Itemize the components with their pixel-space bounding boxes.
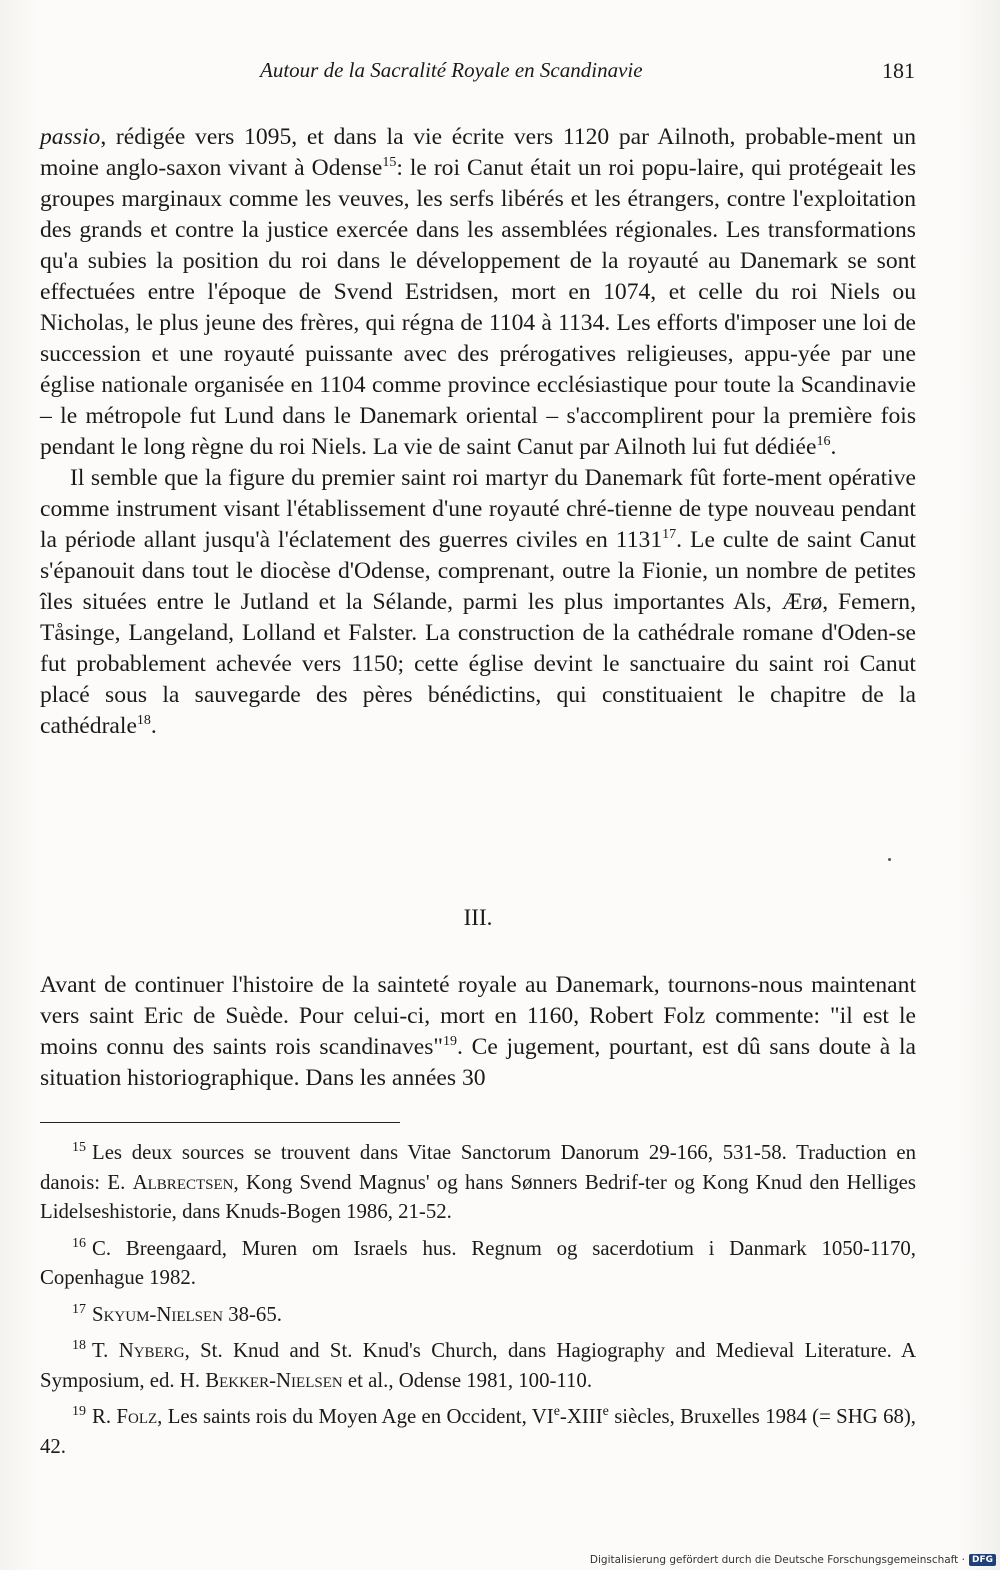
footnote-ref: 16 <box>816 434 831 450</box>
paragraph <box>40 122 916 463</box>
text-run: R. <box>92 1405 117 1428</box>
text-run: , Kong Svend Magnus' og hans Sønners Bedrif-ter og Kong Knud den Helliges Lidelseshistorie, dans Knuds-Bogen 1986, 21-52. <box>40 1170 916 1223</box>
ordinal-superscript: e <box>602 1404 609 1420</box>
scan-speck <box>888 858 891 861</box>
text-run: . Le culte de saint Canut s'épanouit dans tout le diocèse d'Odense, comprenant, outre la Fionie, un nombre de petites îles situées entre le Jutland et la Sélande, parmi les plus importantes Als, Ærø, Femern, Tåsinge, Langeland, Lolland et Falster. La construction de la cathédrale romane d'Oden-se fut probablement achevée vers 1150; cette église devint le sanctuaire du saint roi Canut placé sous la sauvegarde des pères bénédictins, qui constituaient le chapitre de la cathédrale <box>40 527 916 739</box>
text-run: Avant de continuer l'histoire de la sainteté royale au Danemark, tournons-nous maintenant vers saint Eric de Suède. Pour celui-ci, mort en 1160, Robert Folz commente: "il est le moins connu des saints rois scandinaves" <box>40 972 916 1060</box>
text-run: . Ce jugement, pourtant, est dû sans doute à la situation historiographique. Dans les années 30 <box>40 1034 917 1091</box>
page-header <box>40 58 915 90</box>
author-name: Albrectsen <box>132 1170 234 1194</box>
ordinal-superscript: e <box>553 1404 560 1420</box>
footnotes <box>40 1138 916 1468</box>
footnote-number: 18 <box>72 1338 86 1354</box>
section-heading: III. <box>463 905 493 930</box>
footnote-number: 16 <box>72 1235 86 1251</box>
text-run: Il semble que la figure du premier saint roi martyr du Danemark fût forte-ment opérative comme instrument visant l'établissement d'une royauté chré-tienne de type nouveau pendant la période allant jusqu'à l'éclatement des guerres civiles en 1131 <box>40 465 916 553</box>
digitization-credit <box>590 1554 996 1566</box>
text-run: et al., Odense 1981, 100-110. <box>342 1368 593 1392</box>
text-run: C. Breengaard, Muren om Israels hus. Regnum og sacerdotium i Danmark 1050-1170, Copenhague 1982. <box>40 1236 916 1289</box>
footnote-16 <box>40 1234 916 1293</box>
text-run: siècles, Bruxelles 1984 (= SHG 68), 42. <box>40 1405 917 1458</box>
author-name: Skyum-Nielsen <box>92 1302 224 1326</box>
footnote-ref: 17 <box>662 527 677 543</box>
section-paragraph <box>40 970 916 1094</box>
text-run: : le roi Canut était un roi popu-laire, qui protégeait les groupes marginaux comme les veuves, les serfs libérés et les étrangers, contre l'exploitation des grands et contre la justice exercée dans les assemblées régionales. Les transformations qu'a subies la position du roi dans le développement de la royauté au Danemark se sont effectuées entre l'époque de Svend Estridsen, mort en 1074, et celle du roi Niels ou Nicholas, le plus jeune des frères, qui régna de 1104 à 1134. Les efforts d'imposer une loi de succession et une royauté puissante avec des prérogatives religieuses, appu-yée par une église nationale organisée en 1104 comme province ecclésiastique pour toute la Scandinavie – le métropole fut Lund dans le Danemark oriental – s'accomplirent pour la première fois pendant le long règne du roi Niels. La vie de saint Canut par Ailnoth lui fut dédiée <box>40 155 916 460</box>
digitization-text: Digitalisierung gefördert durch die Deutsche Forschungsgemeinschaft · <box>589 1554 965 1566</box>
page-number: 181 <box>882 58 915 83</box>
text-run: T. <box>92 1339 119 1362</box>
text-run: , St. Knud and St. Knud's Church, dans Hagiography and Medieval Literature. A Symposium, ed. H. <box>40 1339 916 1392</box>
footnote-number: 15 <box>72 1140 86 1156</box>
author-name: Folz <box>116 1405 158 1428</box>
text-run: , Les saints rois du Moyen Age en Occident, VI <box>157 1405 554 1428</box>
footnote-15 <box>40 1138 916 1227</box>
running-title: Autour de la Sacralité Royale en Scandinavie <box>260 58 643 82</box>
footnote-ref: 15 <box>382 155 397 171</box>
text-run: . <box>830 434 837 460</box>
text-run: , rédigée vers 1095, et dans la vie écrite vers 1120 par Ailnoth, probable-ment un moine anglo-saxon vivant à Odense <box>40 124 916 181</box>
text-run: . <box>150 713 157 739</box>
author-name: Nyberg <box>118 1339 185 1362</box>
footnote-17 <box>40 1300 916 1330</box>
footnote-18 <box>40 1336 916 1395</box>
footnote-ref: 18 <box>136 713 151 729</box>
footnote-19 <box>40 1402 916 1461</box>
author-name: Bekker-Nielsen <box>205 1368 343 1392</box>
footnote-number: 17 <box>72 1301 86 1317</box>
main-text <box>40 122 916 742</box>
footnote-separator <box>40 1122 400 1123</box>
dfg-logo-icon: DFG <box>969 1554 996 1566</box>
paragraph <box>40 463 916 742</box>
footnote-number: 19 <box>72 1404 86 1420</box>
text-run: 38-65. <box>223 1302 282 1326</box>
italic-term: passio <box>40 124 101 150</box>
text-run: -XIII <box>559 1405 603 1428</box>
text-run: Les deux sources se trouvent dans Vitae Sanctorum Danorum 29-166, 531-58. Traduction en danois: E. <box>40 1141 916 1194</box>
footnote-ref: 19 <box>443 1034 458 1050</box>
